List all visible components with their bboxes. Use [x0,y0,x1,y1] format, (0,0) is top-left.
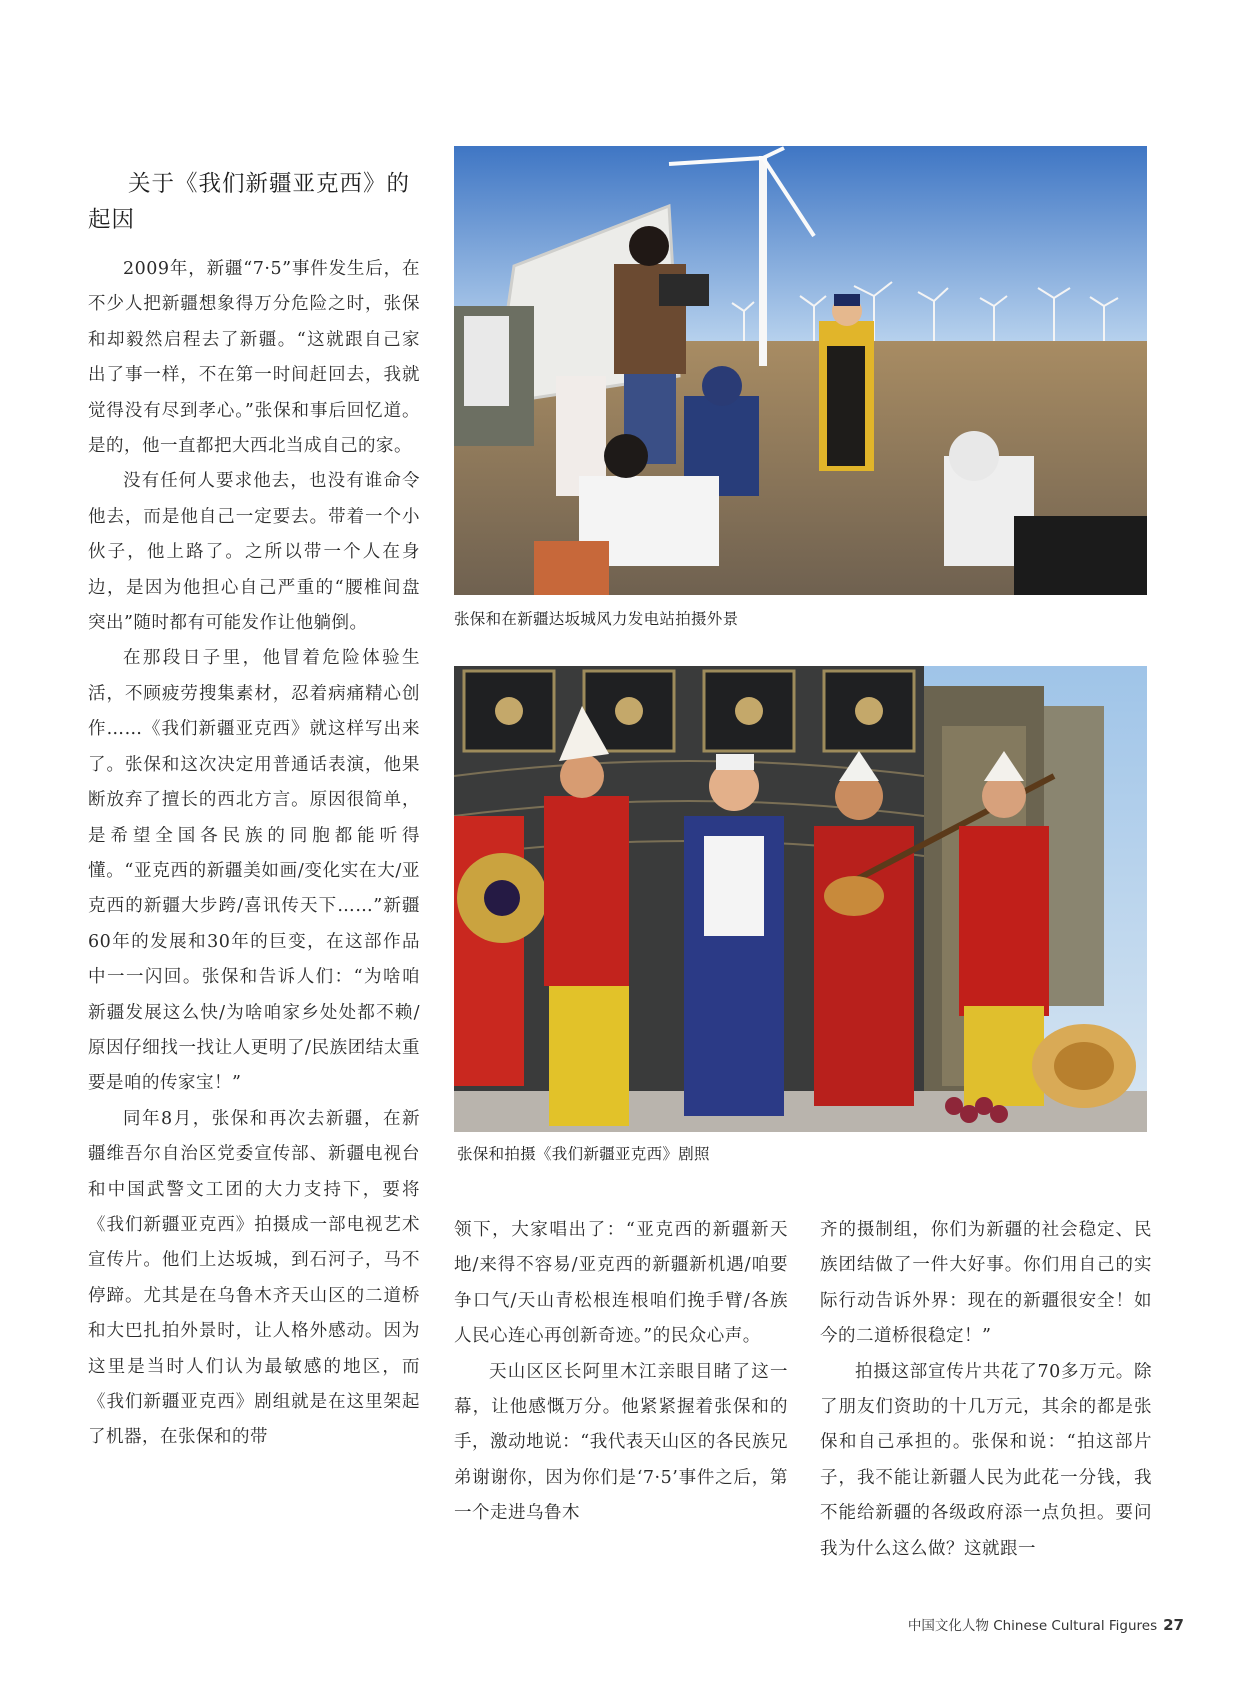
middle-column [454,1213,788,1532]
paragraph: 在那段日子里，他冒着危险体验生活，不顾疲劳搜集素材，忍着病痛精心创作……《我们新疆亚克西》就这样写出来了。张保和这次决定用普通话表演，他果断放弃了擅长的西北方言。原因很简单，是希望全国各民族的同胞都能听得懂。“亚克西的新疆美如画/变化实在大/亚克西的新疆大步跨/喜讯传天下……”新疆60年的发展和30年的巨变，在这部作品中一一闪回。张保和告诉人们：“为啥咱新疆发展这么快/为啥咱家乡处处都不赖/原因仔细找一找让人更明了/民族团结太重要是咱的传家宝！” [88,648,420,1094]
photo-caption: 张保和拍摄《我们新疆亚克西》剧照 [457,1145,710,1163]
paragraph: 拍摄这部宣传片共花了70多万元。除了朋友们资助的十几万元，其余的都是张保和自己承担的。张保和说：“拍这部片子，我不能让新疆人民为此花一分钱，我不能给新疆的各级政府添一点负担。要问我为什么这么做？这就跟一 [820,1361,1152,1559]
wind-farm-photo [454,146,1147,595]
right-column [820,1213,1152,1567]
musicians-photo [454,666,1147,1132]
paragraph: 齐的摄制组，你们为新疆的社会稳定、民族团结做了一件大好事。你们用自己的实际行动告诉外界：现在的新疆很安全！如今的二道桥很稳定！” [820,1220,1152,1347]
paragraph: 天山区区长阿里木江亲眼目睹了这一幕，让他感慨万分。他紧紧握着张保和的手，激动地说：“我代表天山区的各民族兄弟谢谢你，因为你们是‘7·5’事件之后，第一个走进乌鲁木 [454,1361,788,1524]
photo-caption: 张保和在新疆达坂城风力发电站拍摄外景 [454,610,739,628]
paragraph: 领下，大家唱出了：“亚克西的新疆新天地/来得不容易/亚克西的新疆新机遇/咱要争口气/天山青松根连根咱们挽手臂/各族人民心连心再创新奇迹。”的民众心声。 [454,1220,788,1347]
left-column [88,252,420,1456]
paragraph: 同年8月，张保和再次去新疆，在新疆维吾尔自治区党委宣传部、新疆电视台和中国武警文工团的大力支持下，要将《我们新疆亚克西》拍摄成一部电视艺术宣传片。他们上达坂城，到石河子，马不停蹄。尤其是在乌鲁木齐天山区的二道桥和大巴扎拍外景时，让人格外感动。因为这里是当时人们认为最敏感的地区，而《我们新疆亚克西》剧组就是在这里架起了机器，在张保和的带 [88,1108,420,1448]
page-number: 27 [1163,1616,1184,1634]
page-footer [908,1614,1184,1634]
paragraph: 2009年，新疆“7·5”事件发生后，在不少人把新疆想象得万分危险之时，张保和却毅然启程去了新疆。“这就跟自己家出了事一样，不在第一时间赶回去，我就觉得没有尽到孝心。”张保和事后回忆道。是的，他一直都把大西北当成自己的家。 [88,259,420,457]
article-heading: 关于《我们新疆亚克西》的起因 [88,171,411,233]
paragraph: 没有任何人要求他去，也没有谁命令他去，而是他自己一定要去。带着一个小伙子，他上路了。之所以带一个人在身边，是因为他担心自己严重的“腰椎间盘突出”随时都有可能发作让他躺倒。 [88,471,420,634]
magazine-name: 中国文化人物 Chinese Cultural Figures [907,1618,1158,1634]
